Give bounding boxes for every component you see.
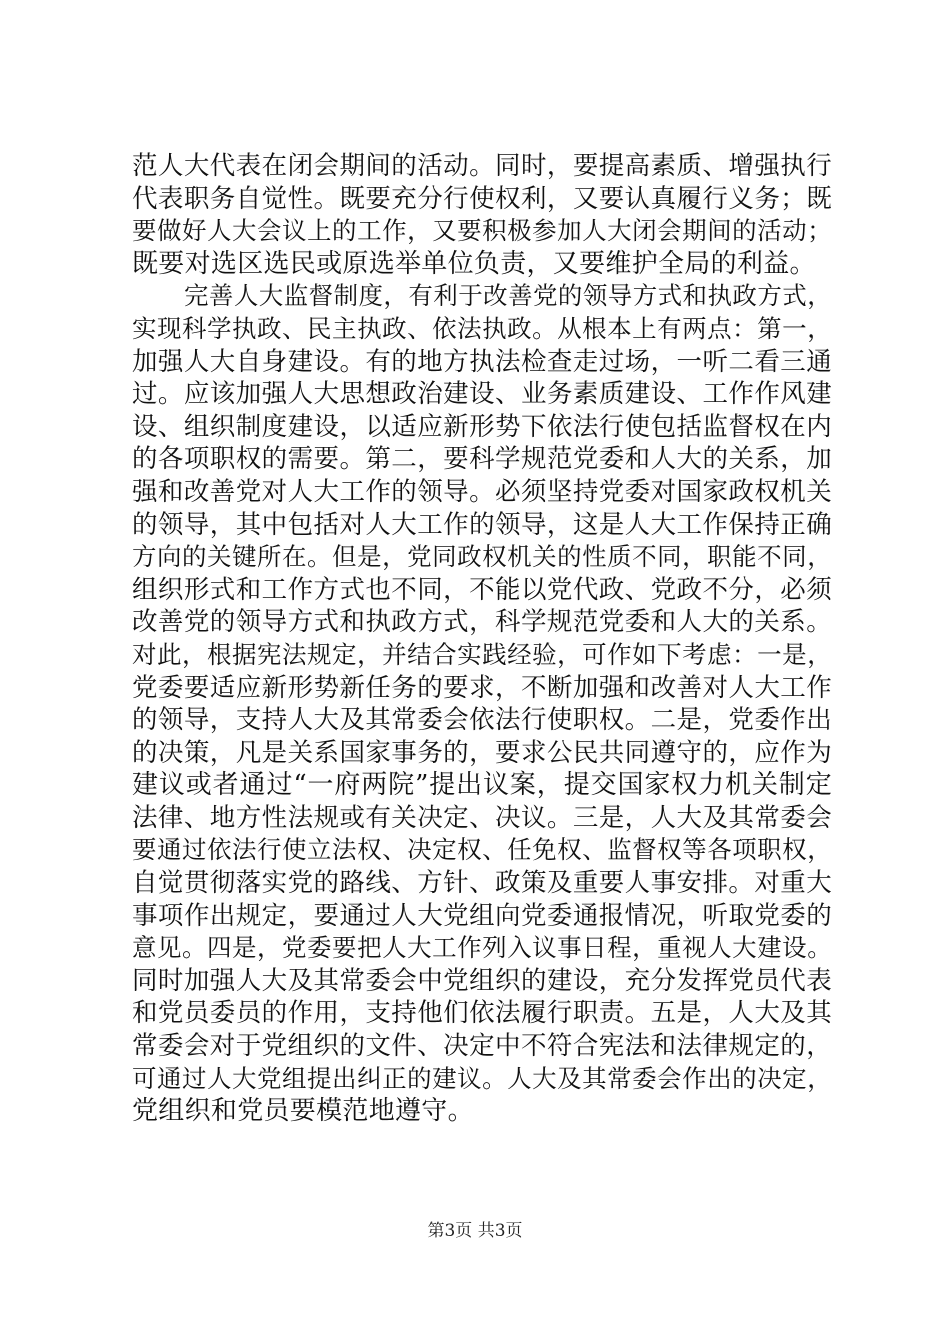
text-line: 的决策，凡是关系国家事务的，要求公民共同遵守的，应作为 [132,737,832,768]
text-line: 事项作出规定，要通过人大党组向党委通报情况，听取党委的 [132,900,832,931]
text-line: 实现科学执政、民主执政、依法执政。从根本上有两点：第一， [132,313,832,343]
text-line: 强和改善党对人大工作的领导。必须坚持党委对国家政权机关 [132,476,832,507]
text-line: 党委要适应新形势新任务的要求，不断加强和改善对人大工作 [132,672,832,703]
text-line: 常委会对于党组织的文件、决定中不符合宪法和法律规定的， [132,1031,832,1062]
text-line: 设、组织制度建设，以适应新形势下依法行使包括监督权在内 [132,411,832,442]
paragraph-start-line: 完善人大监督制度，有利于改善党的领导方式和执政方式， [184,281,832,311]
text-line: 要通过依法行使立法权、决定权、任免权、监督权等各项职权， [132,835,832,865]
text-line: 意见。四是，党委要把人大工作列入议事日程，重视人大建设。 [132,933,832,963]
text-line: 对此，根据宪法规定，并结合实践经验，可作如下考虑：一是， [132,639,832,669]
text-line: 建议或者通过“一府两院”提出议案，提交国家权力机关制定 [132,770,832,801]
text-line: 和党员委员的作用，支持他们依法履行职责。五是，人大及其 [132,998,832,1029]
text-line: 过。应该加强人大思想政治建设、业务素质建设、工作作风建 [132,379,832,410]
text-line: 的各项职权的需要。第二，要科学规范党委和人大的关系，加 [132,444,832,475]
page-number-footer: 第3页 共3页 [427,1221,523,1241]
text-line: 方向的关键所在。但是，党同政权机关的性质不同，职能不同， [132,542,832,572]
text-line: 加强人大自身建设。有的地方执法检查走过场，一听二看三通 [132,346,832,377]
text-line: 范人大代表在闭会期间的活动。同时，要提高素质、增强执行 [132,151,832,181]
text-line: 的领导，支持人大及其常委会依法行使职权。二是，党委作出 [132,705,832,736]
text-line: 法律、地方性法规或有关决定、决议。三是，人大及其常委会 [132,802,832,833]
text-line: 党组织和党员要模范地遵守。 [132,1096,474,1127]
text-line: 的领导，其中包括对人大工作的领导，这是人大工作保持正确 [132,509,832,540]
text-line: 自觉贯彻落实党的路线、方针、政策及重要人事安排。对重大 [132,868,832,899]
text-line: 要做好人大会议上的工作，又要积极参加人大闭会期间的活动； [132,216,832,246]
text-line: 组织形式和工作方式也不同，不能以党代政、党政不分，必须 [132,574,832,605]
text-line: 可通过人大党组提出纠正的建议。人大及其常委会作出的决定， [132,1063,832,1093]
document-body [132,150,832,1128]
text-line: 同时加强人大及其常委会中党组织的建设，充分发挥党员代表 [132,965,832,996]
text-line: 改善党的领导方式和执政方式，科学规范党委和人大的关系。 [132,607,832,638]
text-line: 代表职务自觉性。既要充分行使权利，又要认真履行义务；既 [132,183,832,214]
text-line: 既要对选区选民或原选举单位负责，又要维护全局的利益。 [132,248,816,279]
